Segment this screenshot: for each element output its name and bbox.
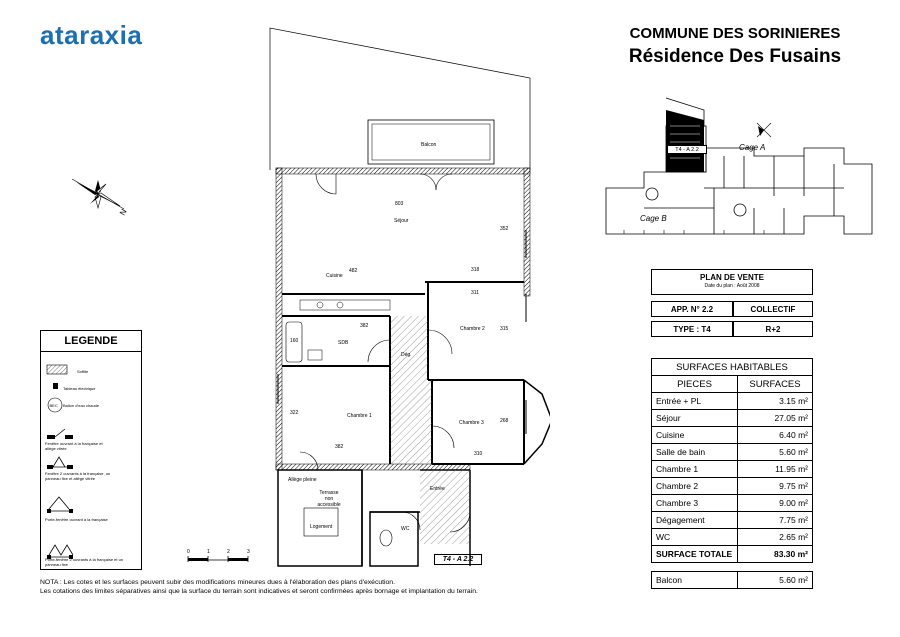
room-sdb: SDB [338, 340, 349, 346]
type-label: TYPE : T4 [651, 321, 733, 337]
surfaces-table [651, 358, 813, 563]
dim-268: 268 [500, 418, 509, 424]
legend-panel [40, 330, 142, 570]
dim-311: 311 [471, 290, 479, 296]
legend-item: Soffite [77, 369, 89, 374]
room-chambre3: Chambre 3 [459, 420, 484, 426]
brand-logo [40, 20, 142, 51]
dim-382-sdb: 382 [360, 323, 369, 329]
sale-plan-date: Date du plan : Août 2008 [704, 283, 760, 289]
logo-letter: a [40, 20, 55, 50]
room-logement: Logement [310, 524, 333, 530]
table-row: Chambre 2 9.75 m² [652, 478, 813, 495]
table-row: Balcon 5.60 m² [652, 572, 813, 589]
footnote-line: NOTA : Les cotes et les surfaces peuvent subir des modifications mineures dues à l'élaboration des plans d'exécution. [40, 579, 395, 586]
dim-382-chambre1: 382 [335, 444, 344, 450]
table-row: Séjour 27.05 m² [652, 410, 813, 427]
footnote-line: Les cotations des limites séparatives ainsi que la surface du terrain sont indicatives et seront confirmées après bornage et implantation du terrain. [40, 588, 478, 595]
col-pieces: PIECES [652, 376, 738, 393]
table-row: Entrée + PL 3.15 m² [652, 393, 813, 410]
balcon-table [651, 571, 813, 589]
room-terrasse: Terrasse non accessible [317, 490, 341, 508]
svg-text:N: N [117, 207, 129, 217]
cage-a-label: Cage A [739, 143, 766, 152]
room-sejour: Séjour [394, 218, 409, 224]
key-plan-lot-tag: T4 - A 2.2 [667, 145, 707, 154]
dim-352: 352 [500, 226, 509, 232]
surfaces-title: SURFACES HABITABLES [652, 359, 813, 376]
room-wc: WC [401, 526, 410, 532]
room-degagement: Dég. [401, 352, 412, 358]
legend-item: Porte-fenêtre ouvrant à la française [45, 517, 108, 522]
commune-title: COMMUNE DES SORINIERES [629, 25, 841, 42]
dim-315: 315 [500, 326, 509, 332]
total-row: SURFACE TOTALE 83.30 m² [652, 546, 813, 563]
residence-title: Résidence Des Fusains [628, 46, 842, 67]
dim-318: 318 [471, 267, 480, 273]
compass-rose-icon [68, 172, 138, 222]
footnote [40, 578, 478, 596]
legend-title: LEGENDE [41, 331, 141, 352]
sale-plan-title: PLAN DE VENTE [699, 273, 764, 282]
table-row: Chambre 1 11.95 m² [652, 461, 813, 478]
sale-plan-header [651, 269, 813, 295]
app-number: APP. N° 2.2 [651, 301, 733, 317]
room-entree: Entrée [430, 486, 445, 492]
room-chambre1: Chambre 1 [347, 413, 372, 419]
dim-482: 482 [349, 268, 358, 274]
scale-tick: 3 [247, 549, 250, 555]
level-label: R+2 [733, 321, 813, 337]
dim-310: 310 [474, 451, 483, 457]
room-chambre2: Chambre 2 [460, 326, 485, 332]
collectif-label: COLLECTIF [733, 301, 813, 317]
cage-b-label: Cage B [640, 214, 667, 223]
legend-item: Porte-fenêtre 2 ouvrants à la française et un panneau fixe [45, 557, 124, 567]
dim-322: 322 [290, 410, 299, 416]
scale-bar [186, 550, 252, 564]
table-row: Salle de bain 5.60 m² [652, 444, 813, 461]
table-row: WC 2.65 m² [652, 529, 813, 546]
legend-item: Ballon d'eau chaude [63, 403, 100, 408]
dim-803: 803 [395, 201, 404, 207]
table-row: Dégagement 7.75 m² [652, 512, 813, 529]
room-cuisine: Cuisine [326, 273, 343, 279]
legend-item: Fenêtre ouvrant à la française et allège vitrée [45, 441, 103, 451]
legend-item: Tableau électrique [63, 386, 96, 391]
svg-text:BEC: BEC [49, 403, 58, 408]
col-surfaces: SURFACES [738, 376, 813, 393]
dim-160: 160 [290, 338, 299, 344]
scale-tick: 2 [227, 549, 230, 555]
logo-word: taraxia [54, 20, 143, 50]
scale-tick: 0 [187, 549, 190, 555]
scale-tick: 1 [207, 549, 210, 555]
table-row: Chambre 3 9.00 m² [652, 495, 813, 512]
room-balcon: Balcon [421, 142, 437, 148]
plan-lot-tag: T4 - A 2.2 [434, 554, 482, 565]
table-row: Cuisine 6.40 m² [652, 427, 813, 444]
allege-label: Allège pleine [288, 477, 317, 483]
floor-plan [180, 24, 550, 574]
legend-item: Fenêtre 2 ouvrants à la française, un panneau fixe et allège vitrée [45, 471, 111, 481]
